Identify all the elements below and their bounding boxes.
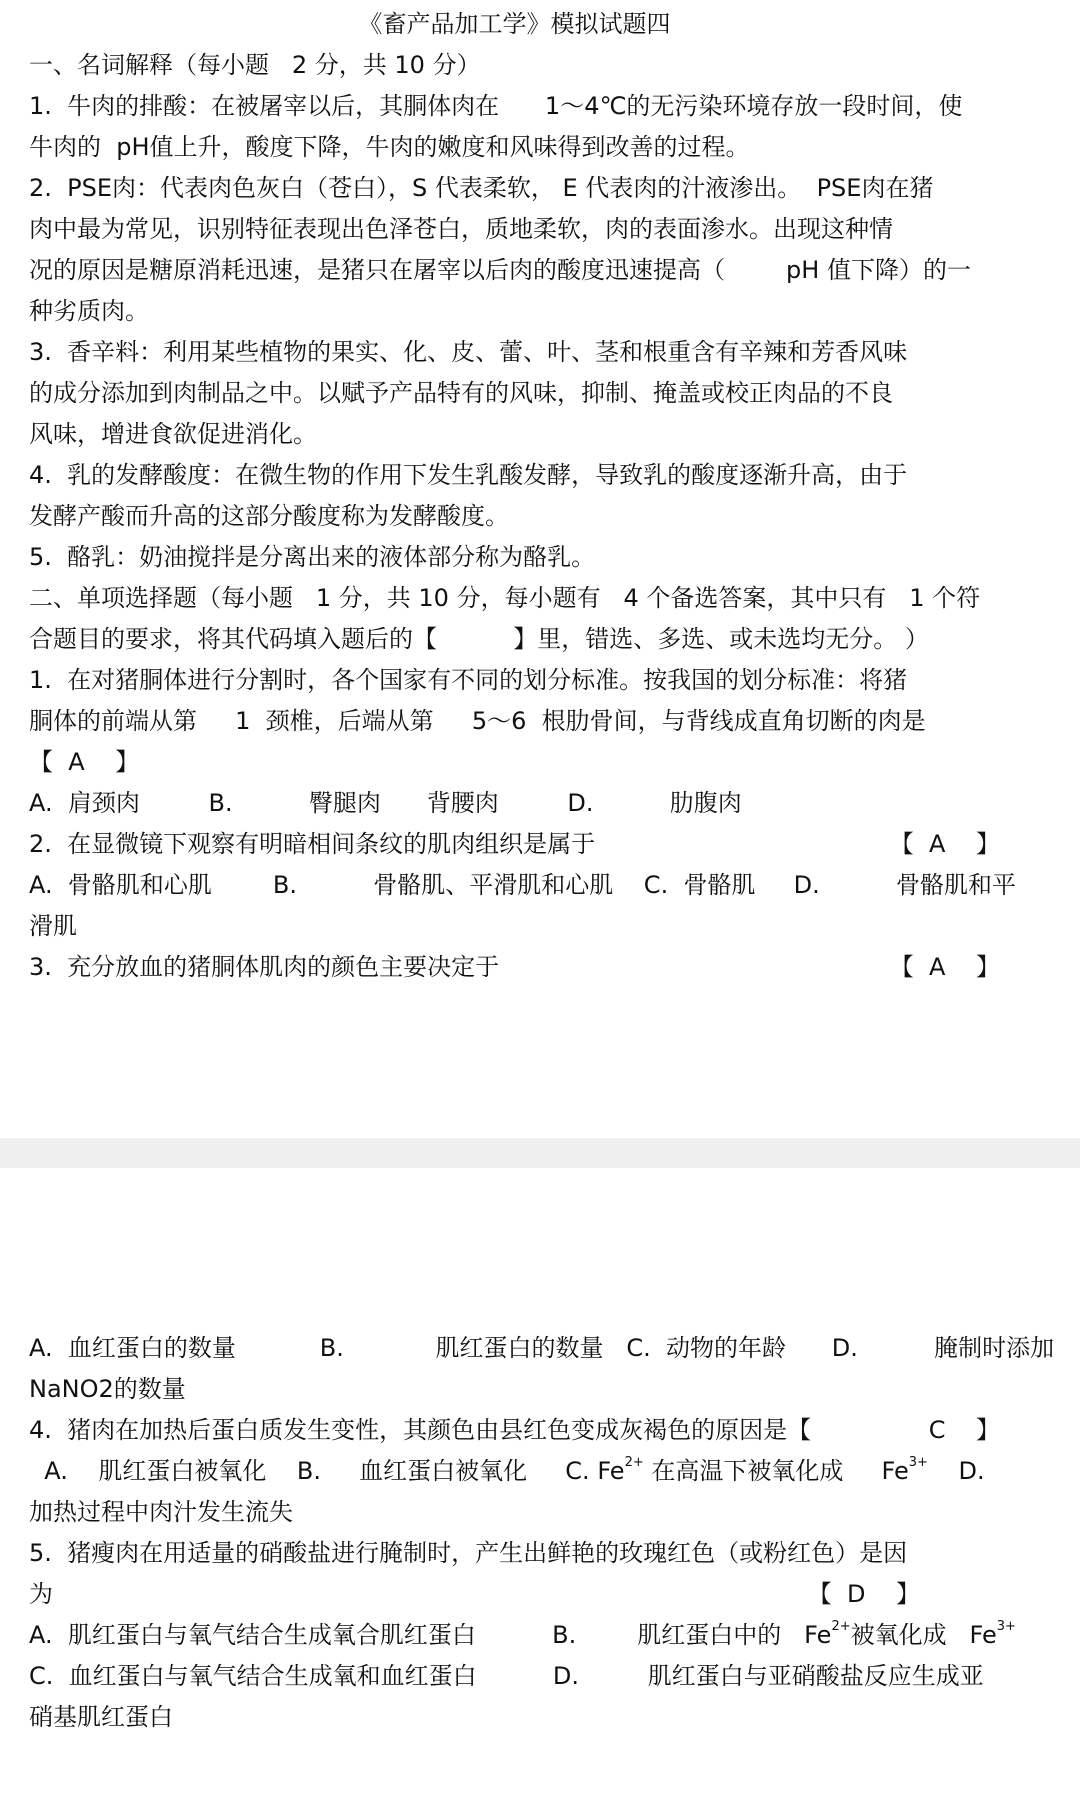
section1-heading: 一、名词解释（每小题 2 分，共 10 分） bbox=[29, 51, 481, 79]
document-title: 《畜产品加工学》模拟试题四 bbox=[358, 10, 671, 38]
question-2-text: 2. 在显微镜下观察有明暗相间条纹的肌肉组织是属于 bbox=[29, 830, 596, 858]
option-text: 在高温下被氧化成 Fe bbox=[643, 1457, 909, 1485]
options-4 bbox=[29, 1451, 1060, 1492]
text-line: 况的原因是糖原消耗迅速，是猪只在屠宰以后肉的酸度迅速提高（ pH 值下降）的一 bbox=[29, 256, 971, 284]
question-1: 胴体的前端从第 1 颈椎，后端从第 5～6 根肋骨间，与背线成直角切断的肉是 bbox=[29, 707, 926, 735]
superscript: 2+ bbox=[624, 1455, 644, 1470]
text-line: 5. 酪乳：奶油搅拌是分离出来的液体部分称为酪乳。 bbox=[29, 543, 596, 571]
text-line: 4. 乳的发酵酸度：在微生物的作用下发生乳酸发酵，导致乳的酸度逐渐升高，由于 bbox=[29, 461, 908, 489]
text-line: 种劣质肉。 bbox=[29, 297, 149, 325]
answer-5: 【 D 】 bbox=[807, 1580, 920, 1608]
option-text: A. 肌红蛋白被氧化 B. 血红蛋白被氧化 C. Fe bbox=[29, 1457, 625, 1485]
superscript: 3+ bbox=[996, 1619, 1016, 1634]
question-4 bbox=[29, 1410, 1060, 1451]
section2-heading: 二、单项选择题（每小题 1 分，共 10 分，每小题有 4 个备选答案，其中只有 1 个符 bbox=[29, 584, 981, 612]
question-1: 1. 在对猪胴体进行分割时，各个国家有不同的划分标准。按我国的划分标准：将猪 bbox=[29, 666, 908, 694]
answer-4: C 】 bbox=[928, 1416, 1000, 1444]
question-5 bbox=[29, 1574, 1060, 1615]
question-5-text: 为 bbox=[29, 1580, 53, 1608]
superscript: 3+ bbox=[908, 1455, 928, 1470]
text-line: 的成分添加到肉制品之中。以赋予产品特有的风味，抑制、掩盖或校正肉品的不良 bbox=[29, 379, 893, 407]
question-3-text: 3. 充分放血的猪胴体肌肉的颜色主要决定于 bbox=[29, 953, 500, 981]
text-line: 1. 牛肉的排酸：在被屠宰以后，其胴体肉在 1～4℃的无污染环境存放一段时间，使 bbox=[29, 92, 963, 120]
options-5b: C. 血红蛋白与氧气结合生成氧和血红蛋白 D. 肌红蛋白与亚硝酸盐反应生成亚 bbox=[29, 1662, 984, 1690]
options-4-cont: 加热过程中肉汁发生流失 bbox=[29, 1498, 293, 1526]
option-text: 被氧化成 Fe bbox=[850, 1621, 997, 1649]
text-line: 风味，增进食欲促进消化。 bbox=[29, 420, 317, 448]
superscript: 2+ bbox=[831, 1619, 851, 1634]
options-2: A. 骨骼肌和心肌 B. 骨骼肌、平滑肌和心肌 C. 骨骼肌 D. 骨骼肌和平 bbox=[29, 871, 1016, 899]
answer-1: 【 A 】 bbox=[29, 748, 140, 776]
text-line: 肉中最为常见，识别特征表现出色泽苍白，质地柔软，肉的表面渗水。出现这种情 bbox=[29, 215, 893, 243]
question-2 bbox=[29, 824, 1060, 865]
answer-3: 【 A 】 bbox=[889, 953, 1000, 981]
text-line: 发酵产酸而升高的这部分酸度称为发酵酸度。 bbox=[29, 502, 509, 530]
question-4-text: 4. 猪肉在加热后蛋白质发生变性，其颜色由县红色变成灰褐色的原因是【 bbox=[29, 1416, 812, 1444]
options-5 bbox=[29, 1615, 1060, 1656]
page-bottom bbox=[0, 1328, 1080, 1738]
options-1: A. 肩颈肉 B. 臀腿肉 背腰肉 D. 肋腹肉 bbox=[29, 789, 742, 817]
options-3-cont: NaNO2的数量 bbox=[29, 1375, 186, 1403]
text-line: 3. 香辛料：利用某些植物的果实、化、皮、蕾、叶、茎和根重含有辛辣和芳香风味 bbox=[29, 338, 908, 366]
section2-heading: 合题目的要求，将其代码填入题后的【 】里，错选、多选、或未选均无分。 ） bbox=[29, 625, 929, 653]
options-2-cont: 滑肌 bbox=[29, 912, 77, 940]
page-break bbox=[0, 1138, 1080, 1168]
answer-2: 【 A 】 bbox=[889, 830, 1000, 858]
option-text: A. 肌红蛋白与氧气结合生成氧合肌红蛋白 B. 肌红蛋白中的 Fe bbox=[29, 1621, 832, 1649]
options-3: A. 血红蛋白的数量 B. 肌红蛋白的数量 C. 动物的年龄 D. 腌制时添加 bbox=[29, 1334, 1055, 1362]
question-5: 5. 猪瘦肉在用适量的硝酸盐进行腌制时，产生出鲜艳的玫瑰红色（或粉红色）是因 bbox=[29, 1539, 908, 1567]
question-3 bbox=[29, 947, 1060, 988]
text-line: 牛肉的 pH值上升，酸度下降，牛肉的嫩度和风味得到改善的过程。 bbox=[29, 133, 750, 161]
options-5-cont: 硝基肌红蛋白 bbox=[29, 1703, 173, 1731]
text-line: 2. PSE肉：代表肉色灰白（苍白），S 代表柔软， E 代表肉的汁液渗出。 PSE肉在猪 bbox=[29, 174, 934, 202]
option-text: D. bbox=[927, 1457, 985, 1485]
